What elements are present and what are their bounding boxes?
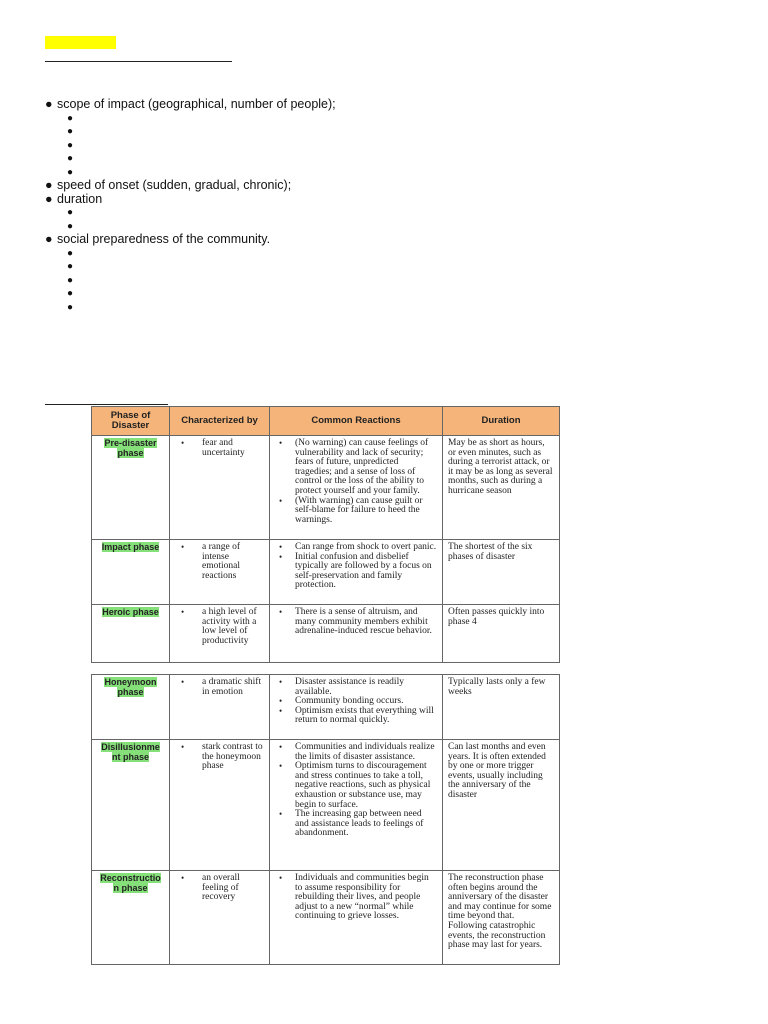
bullet-icon: ● <box>67 153 74 164</box>
disaster-phases-table-part2 <box>91 674 560 965</box>
sub-bullet <box>45 260 725 274</box>
duration-cell: May be as short as hours, or even minutes, such as during a terrorist attack, or it may be as long as several months, such as during a hurricane season <box>443 436 560 540</box>
bullet-icon: ● <box>67 126 74 137</box>
bullet-icon: ● <box>45 178 53 192</box>
sub-bullet <box>45 125 725 139</box>
reactions-cell: • There is a sense of altruism, and many community members exhibit adrenaline-induced rescue behavior. <box>270 605 443 663</box>
factor-text: speed of onset (sudden, gradual, chronic); <box>57 178 292 192</box>
bullet-icon: ● <box>67 274 74 286</box>
duration-cell: Can last months and even years. It is often extended by one or more trigger events, usually including the anniversary of the disaster <box>443 740 560 871</box>
phase-cell: Disillusionme nt phase <box>92 740 170 871</box>
sub-bullet <box>45 139 725 153</box>
table-row <box>92 605 560 663</box>
factor-item <box>45 179 725 193</box>
sub-bullet <box>45 274 725 288</box>
bullet-icon: ● <box>67 139 74 151</box>
factor-text: scope of impact (geographical, number of people); <box>57 97 336 111</box>
factor-item <box>45 233 725 247</box>
factor-text: social preparedness of the community. <box>57 232 271 246</box>
reactions-cell: • Can range from shock to overt panic. • Initial confusion and disbelief typically are followed by a focus on self-preservation and family protection. <box>270 540 443 605</box>
factor-text: duration <box>57 191 103 206</box>
sub-bullet <box>45 220 725 234</box>
table-header-row <box>92 407 560 436</box>
bullet-icon: ● <box>45 232 53 246</box>
phase-cell: Pre-disaster phase <box>92 436 170 540</box>
header-reactions: Common Reactions <box>270 407 443 436</box>
phase-cell: Heroic phase <box>92 605 170 663</box>
section-underline <box>45 404 168 405</box>
sub-bullet <box>45 166 725 180</box>
table-row <box>92 675 560 740</box>
highlighted-heading-block <box>45 36 116 49</box>
bullet-icon: ● <box>67 247 74 259</box>
duration-cell: The reconstruction phase often begins around the anniversary of the disaster and may continue for some time beyond that. Following catastrophic events, the reconstruction phase may last for years. <box>443 871 560 965</box>
phase-cell: Reconstructio n phase <box>92 871 170 965</box>
bullet-icon: ● <box>67 220 74 232</box>
factor-item <box>45 98 725 112</box>
disaster-phases-table-part1 <box>91 406 560 663</box>
sub-bullet <box>45 301 725 315</box>
characterized-cell: • a range of intense emotional reactions <box>170 540 270 605</box>
sub-bullet <box>45 206 725 220</box>
reactions-cell: • (No warning) can cause feelings of vulnerability and lack of security; fears of future, unpredicted tragedies; and a sense of loss of control or the loss of the ability to protect yourself and your family. • (With warning) can cause guilt or self-blame for failure to heed the warnings. <box>270 436 443 540</box>
characterized-cell: • stark contrast to the honeymoon phase <box>170 740 270 871</box>
reactions-cell: • Communities and individuals realize the limits of disaster assistance. • Optimism turns to discouragement and stress continues to take a toll, negative reactions, such as physical exhaustion or substance use, may begin to surface. • The increasing gap between need and assistance leads to feelings of abandonment. <box>270 740 443 871</box>
table-row <box>92 740 560 871</box>
sub-bullet <box>45 152 725 166</box>
factors-list <box>45 98 725 314</box>
sub-bullet <box>45 247 725 261</box>
bullet-icon: ● <box>67 301 74 313</box>
table-row <box>92 871 560 965</box>
bullet-icon: ● <box>67 261 74 272</box>
reactions-cell: • Individuals and communities begin to assume responsibility for rebuilding their lives, and people adjust to a new “normal” while continuing to grieve losses. <box>270 871 443 965</box>
table-row <box>92 436 560 540</box>
duration-cell: Often passes quickly into phase 4 <box>443 605 560 663</box>
phase-cell: Honeymoon phase <box>92 675 170 740</box>
sub-bullet <box>45 112 725 126</box>
bullet-icon: ● <box>45 191 53 206</box>
heading-underline <box>45 61 232 62</box>
bullet-icon: ● <box>67 112 74 124</box>
characterized-cell: • fear and uncertainty <box>170 436 270 540</box>
characterized-cell: • a dramatic shift in emotion <box>170 675 270 740</box>
reactions-cell: • Disaster assistance is readily available. • Community bonding occurs. • Optimism exists that everything will return to normal quickly. <box>270 675 443 740</box>
duration-cell: The shortest of the six phases of disaster <box>443 540 560 605</box>
header-duration: Duration <box>443 407 560 436</box>
header-phase: Phase of Disaster <box>92 407 170 436</box>
characterized-cell: • an overall feeling of recovery <box>170 871 270 965</box>
phase-cell: Impact phase <box>92 540 170 605</box>
table-row <box>92 540 560 605</box>
bullet-icon: ● <box>67 207 74 218</box>
factor-item <box>45 193 725 207</box>
bullet-icon: ● <box>67 288 74 299</box>
characterized-cell: • a high level of activity with a low level of productivity <box>170 605 270 663</box>
bullet-icon: ● <box>67 166 74 178</box>
duration-cell: Typically lasts only a few weeks <box>443 675 560 740</box>
bullet-icon: ● <box>45 97 53 111</box>
sub-bullet <box>45 287 725 301</box>
header-characterized: Characterized by <box>170 407 270 436</box>
